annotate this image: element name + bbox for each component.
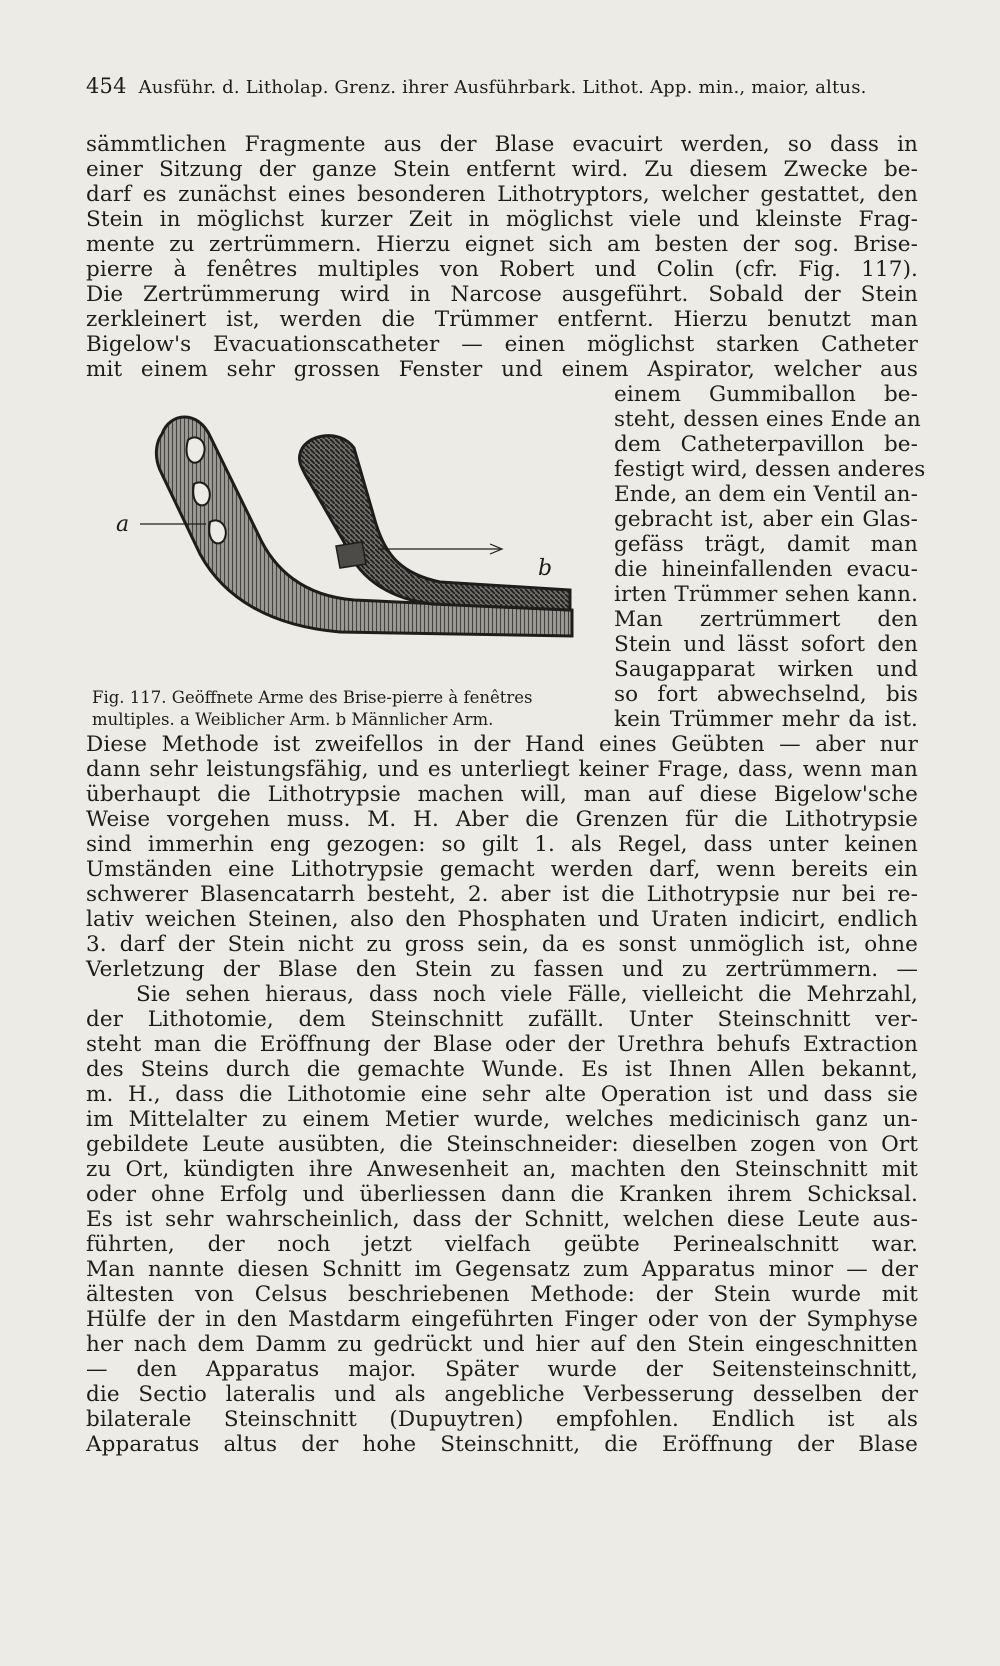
text-line: irten Trümmer sehen kann. bbox=[614, 582, 918, 607]
page-number: 454 bbox=[86, 74, 127, 98]
text-line: kein Trümmer mehr da ist. bbox=[614, 707, 918, 732]
text-line: der Lithotomie, dem Steinschnitt zufällt. Unter Steinschnitt ver- bbox=[86, 1007, 918, 1032]
text-line: festigt wird, dessen anderes bbox=[614, 457, 926, 482]
text-line: Sie sehen hieraus, dass noch viele Fälle, vielleicht die Mehrzahl, bbox=[136, 982, 918, 1007]
text-line: zu Ort, kündigten ihre Anwesenheit an, machten den Steinschnitt mit bbox=[86, 1157, 918, 1182]
text-line: Bigelow's Evacuationscatheter — einen möglichst starken Catheter bbox=[86, 332, 918, 357]
text-line: mente zu zertrümmern. Hierzu eignet sich am besten der sog. Brise- bbox=[86, 232, 918, 257]
text-line: Es ist sehr wahrscheinlich, dass der Schnitt, welchen diese Leute aus- bbox=[86, 1207, 918, 1232]
text-line: bilaterale Steinschnitt (Dupuytren) empfohlen. Endlich ist als bbox=[86, 1407, 918, 1432]
text-line: Weise vorgehen muss. M. H. Aber die Grenzen für die Lithotrypsie bbox=[86, 807, 918, 832]
text-line: ältesten von Celsus beschriebenen Methode: der Stein wurde mit bbox=[86, 1282, 918, 1307]
text-line: im Mittelalter zu einem Metier wurde, welches medicinisch ganz un- bbox=[86, 1107, 918, 1132]
text-line: Ende, an dem ein Ventil an- bbox=[614, 482, 918, 507]
text-line: m. H., dass die Lithotomie eine sehr alte Operation ist und dass sie bbox=[86, 1082, 918, 1107]
text-line: Umständen eine Lithotrypsie gemacht werden darf, wenn bereits ein bbox=[86, 857, 918, 882]
text-line: sind immerhin eng gezogen: so gilt 1. als Regel, dass unter keinen bbox=[86, 832, 918, 857]
text-line: steht man die Eröffnung der Blase oder der Urethra behufs Extraction bbox=[86, 1032, 918, 1057]
text-line: Stein in möglichst kurzer Zeit in möglichst viele und kleinste Frag- bbox=[86, 207, 918, 232]
text-line: Verletzung der Blase den Stein zu fassen und zu zertrümmern. — bbox=[86, 957, 918, 982]
figure-caption-line1: Fig. 117. Geöffnete Arme des Brise-pierre à fenêtres bbox=[92, 688, 533, 707]
text-line: sämmtlichen Fragmente aus der Blase evacuirt werden, so dass in bbox=[86, 132, 918, 157]
figure-label-b: b bbox=[538, 556, 553, 581]
text-line: des Steins durch die gemachte Wunde. Es ist Ihnen Allen bekannt, bbox=[86, 1057, 918, 1082]
text-line: pierre à fenêtres multiples von Robert und Colin (cfr. Fig. 117). bbox=[86, 257, 918, 282]
text-line: überhaupt die Lithotrypsie machen will, man auf diese Bigelow'sche bbox=[86, 782, 918, 807]
figure-caption-line2: multiples. a Weiblicher Arm. b Männlicher Arm. bbox=[92, 710, 494, 729]
text-line: darf es zunächst eines besonderen Lithotryptors, welcher gestattet, den bbox=[86, 182, 918, 207]
text-line: dann sehr leistungsfähig, und es unterliegt keiner Frage, dass, wenn man bbox=[86, 757, 918, 782]
text-line: führten, der noch jetzt vielfach geübte Perinealschnitt war. bbox=[86, 1232, 918, 1257]
text-line: Saugapparat wirken und bbox=[614, 657, 918, 682]
text-line: Man nannte diesen Schnitt im Gegensatz zum Apparatus minor — der bbox=[86, 1257, 918, 1282]
text-line: gefäss trägt, damit man bbox=[614, 532, 918, 557]
lithotriptor-illustration bbox=[140, 414, 580, 676]
text-line: gebracht ist, aber ein Glas- bbox=[614, 507, 918, 532]
text-line: Hülfe der in den Mastdarm eingeführten Finger oder von der Symphyse bbox=[86, 1307, 918, 1332]
text-line: mit einem sehr grossen Fenster und einem Aspirator, welcher aus bbox=[86, 357, 918, 382]
text-line: einem Gummiballon be- bbox=[614, 382, 918, 407]
text-line: Apparatus altus der hohe Steinschnitt, die Eröffnung der Blase bbox=[86, 1432, 918, 1457]
text-line: Stein und lässt sofort den bbox=[614, 632, 918, 657]
text-line: oder ohne Erfolg und überliessen dann die Kranken ihrem Schicksal. bbox=[86, 1182, 918, 1207]
text-line: Man zertrümmert den bbox=[614, 607, 918, 632]
text-line: zerkleinert ist, werden die Trümmer entfernt. Hierzu benutzt man bbox=[86, 307, 918, 332]
text-line: dem Catheterpavillon be- bbox=[614, 432, 918, 457]
text-line: gebildete Leute ausübten, die Steinschneider: dieselben zogen von Ort bbox=[86, 1132, 918, 1157]
text-line: einer Sitzung der ganze Stein entfernt wird. Zu diesem Zwecke be- bbox=[86, 157, 918, 182]
text-line: so fort abwechselnd, bis bbox=[614, 682, 918, 707]
text-line: steht, dessen eines Ende an bbox=[614, 407, 921, 432]
text-line: her nach dem Damm zu gedrückt und hier auf den Stein eingeschnitten bbox=[86, 1332, 918, 1357]
running-title: Ausführ. d. Litholap. Grenz. ihrer Ausführbark. Lithot. App. min., maior, altus. bbox=[138, 77, 867, 98]
text-line: Diese Methode ist zweifellos in der Hand eines Geübten — aber nur bbox=[86, 732, 918, 757]
text-line: Die Zertrümmerung wird in Narcose ausgeführt. Sobald der Stein bbox=[86, 282, 918, 307]
text-line: lativ weichen Steinen, also den Phosphaten und Uraten indicirt, endlich bbox=[86, 907, 918, 932]
text-line: die Sectio lateralis und als angebliche Verbesserung desselben der bbox=[86, 1382, 918, 1407]
text-line: schwerer Blasencatarrh besteht, 2. aber ist die Lithotrypsie nur bei re- bbox=[86, 882, 918, 907]
figure-label-a: a bbox=[116, 512, 130, 537]
text-line: — den Apparatus major. Später wurde der Seitensteinschnitt, bbox=[86, 1357, 918, 1382]
running-header bbox=[86, 74, 916, 98]
text-line: 3. darf der Stein nicht zu gross sein, da es sonst unmöglich ist, ohne bbox=[86, 932, 918, 957]
text-line: die hineinfallenden evacu- bbox=[614, 557, 918, 582]
